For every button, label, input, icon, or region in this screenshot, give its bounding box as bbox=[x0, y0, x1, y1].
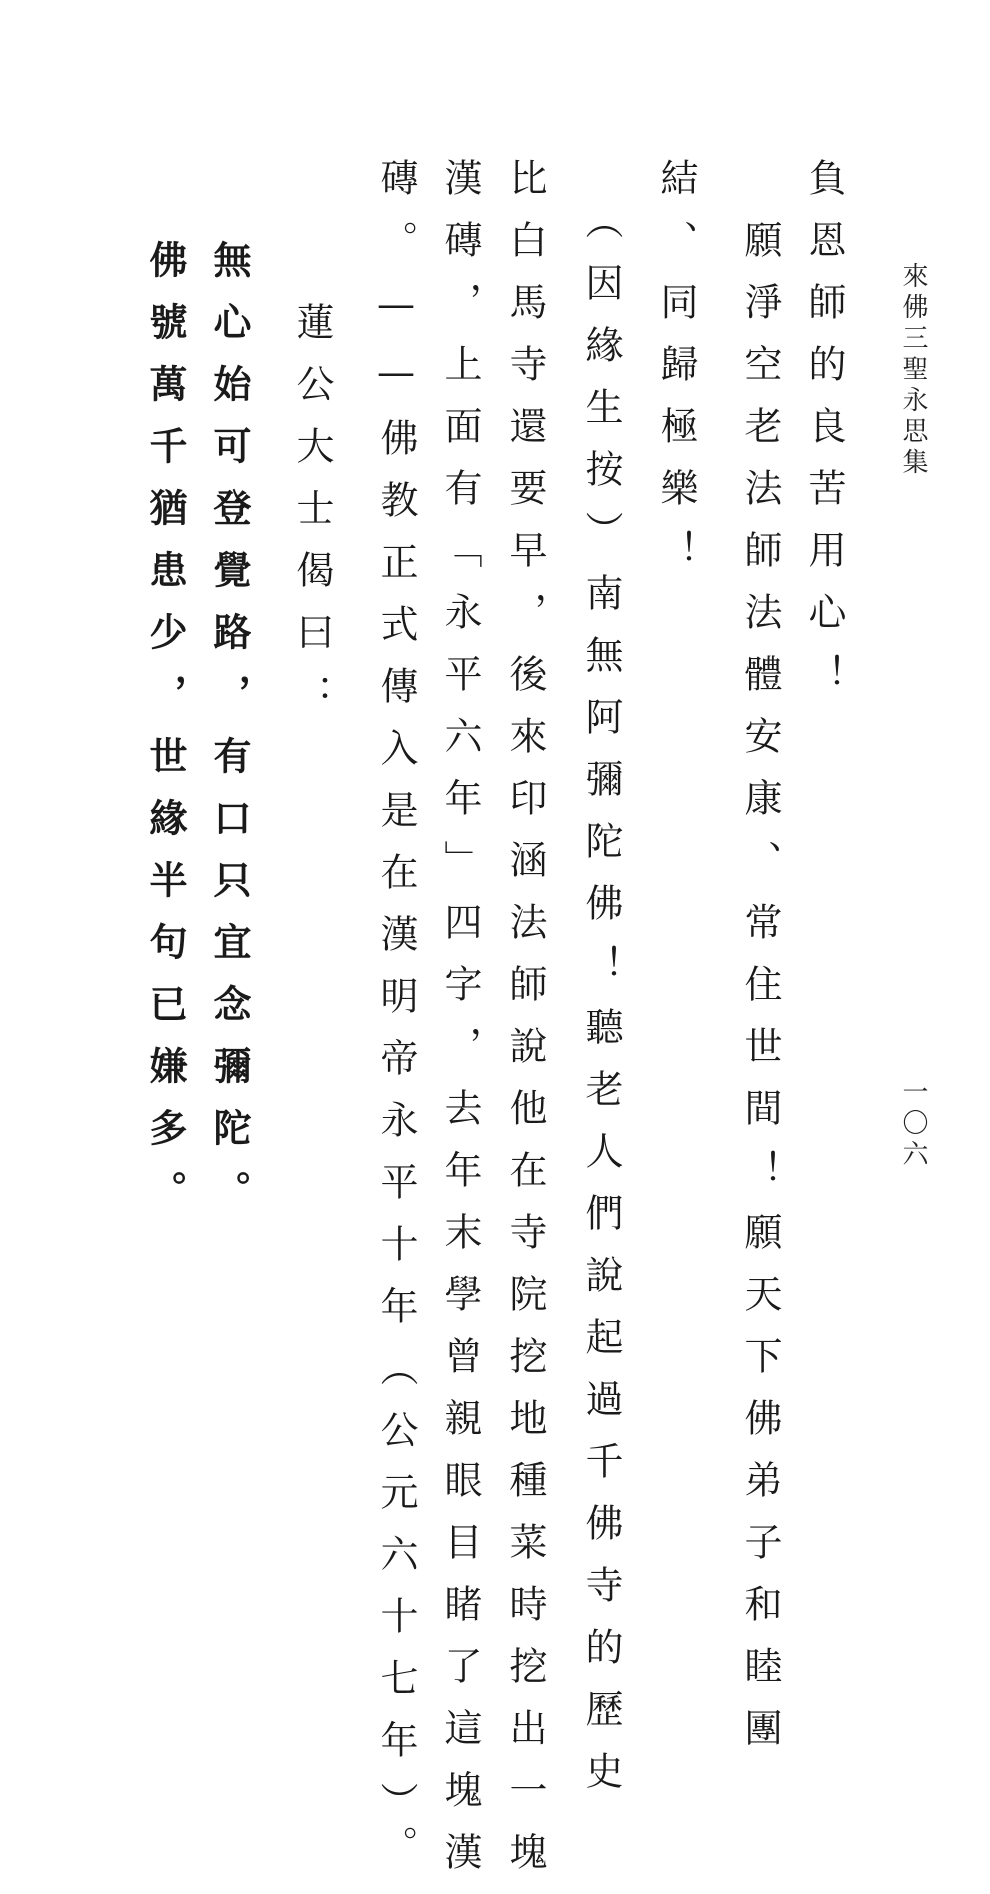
page-number: 一〇六 bbox=[898, 1078, 928, 1171]
text-column-8: 蓮公大士偈曰： bbox=[290, 240, 334, 736]
running-header-title: 來佛三聖永思集 bbox=[898, 262, 928, 479]
text-column-1: 負恩師的良苦用心！ bbox=[802, 158, 846, 716]
verse-line-2: 佛號萬千猶患少，世緣半句已嫌多。 bbox=[143, 240, 187, 1232]
text-column-2: 願淨空老法師法體安康、常住世間！願天下佛弟子和睦團 bbox=[738, 158, 782, 1770]
text-column-7: 磚。——佛教正式傳入是在漢明帝永平十年（公元六十七年）。 bbox=[374, 158, 418, 1887]
text-column-5: 比白馬寺還要早，後來印涵法師說他在寺院挖地種菜時挖出一塊 bbox=[503, 158, 547, 1894]
verse-line-1: 無心始可登覺路，有口只宜念彌陀。 bbox=[207, 240, 251, 1232]
text-column-4: （因緣生按）南無阿彌陀佛！聽老人們說起過千佛寺的歷史 bbox=[579, 158, 623, 1813]
text-column-6: 漢磚，上面有「永平六年」四字，去年末學曾親眼目睹了這塊漢 bbox=[438, 158, 482, 1894]
text-column-3: 結、同歸極樂！ bbox=[654, 158, 698, 592]
